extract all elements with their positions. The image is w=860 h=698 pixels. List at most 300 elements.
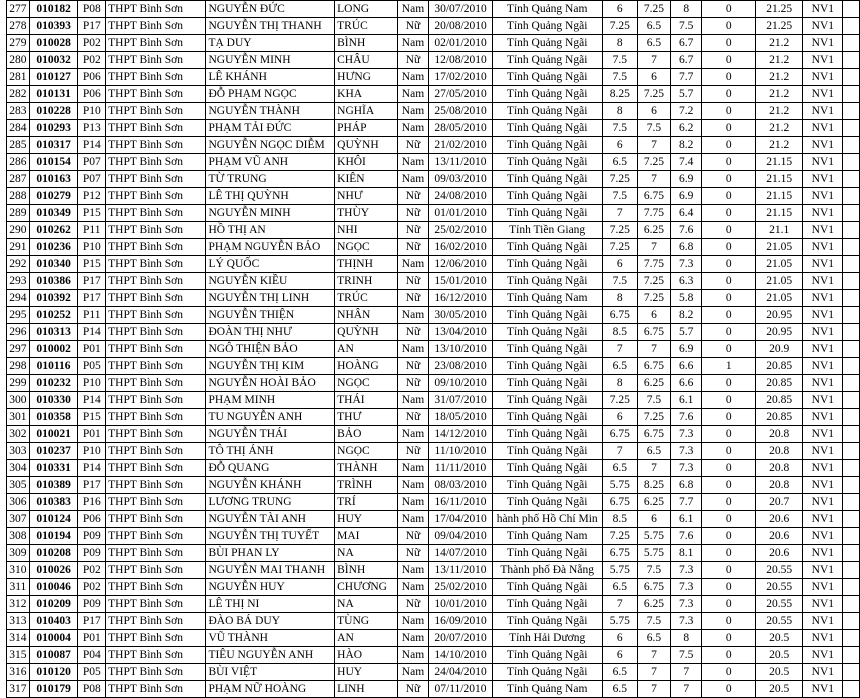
cell-exam-room: P06 bbox=[78, 86, 106, 103]
cell-score-2: 6.75 bbox=[637, 579, 670, 596]
cell-total-score: 21.2 bbox=[756, 86, 803, 103]
cell-score-1: 6.75 bbox=[602, 426, 637, 443]
cell-empty bbox=[843, 52, 860, 69]
cell-school: THPT Bình Sơn bbox=[106, 545, 206, 562]
cell-row-number: 315 bbox=[7, 647, 30, 664]
cell-score-3: 8.1 bbox=[671, 545, 702, 562]
cell-birth-date: 23/08/2010 bbox=[429, 358, 492, 375]
cell-wish: NV1 bbox=[803, 375, 843, 392]
cell-score-2: 7.25 bbox=[637, 290, 670, 307]
cell-birth-place: Tỉnh Tiền Giang bbox=[492, 222, 602, 239]
cell-row-number: 295 bbox=[7, 307, 30, 324]
cell-score-2: 6.5 bbox=[637, 18, 670, 35]
cell-score-1: 7.25 bbox=[602, 18, 637, 35]
cell-score-2: 8.25 bbox=[637, 477, 670, 494]
cell-row-number: 305 bbox=[7, 477, 30, 494]
cell-birth-date: 18/05/2010 bbox=[429, 409, 492, 426]
cell-exam-room: P16 bbox=[78, 494, 106, 511]
cell-total-score: 20.55 bbox=[756, 579, 803, 596]
cell-wish: NV1 bbox=[803, 358, 843, 375]
cell-score-3: 6.4 bbox=[671, 205, 702, 222]
cell-score-3: 5.7 bbox=[671, 324, 702, 341]
cell-surname-middle: NGUYỄN MAI THANH bbox=[206, 562, 335, 579]
cell-gender: Nữ bbox=[397, 188, 429, 205]
cell-score-1: 6.5 bbox=[602, 460, 637, 477]
cell-exam-room: P09 bbox=[78, 528, 106, 545]
cell-exam-room: P02 bbox=[78, 52, 106, 69]
cell-total-score: 20.55 bbox=[756, 596, 803, 613]
cell-birth-place: Tỉnh Quảng Ngãi bbox=[492, 426, 602, 443]
cell-birth-date: 09/04/2010 bbox=[429, 528, 492, 545]
cell-candidate-id: 010194 bbox=[29, 528, 78, 545]
cell-gender: Nam bbox=[397, 630, 429, 647]
cell-birth-date: 27/05/2010 bbox=[429, 86, 492, 103]
cell-given-name: AN bbox=[335, 341, 397, 358]
cell-birth-date: 25/02/2010 bbox=[429, 579, 492, 596]
cell-row-number: 292 bbox=[7, 256, 30, 273]
cell-candidate-id: 010046 bbox=[29, 579, 78, 596]
cell-given-name: QUỲNH bbox=[335, 137, 397, 154]
cell-total-score: 20.6 bbox=[756, 545, 803, 562]
cell-bonus-points: 0 bbox=[702, 664, 756, 681]
cell-school: THPT Bình Sơn bbox=[106, 426, 206, 443]
cell-wish: NV1 bbox=[803, 613, 843, 630]
table-row bbox=[7, 188, 860, 205]
cell-school: THPT Bình Sơn bbox=[106, 256, 206, 273]
cell-total-score: 20.8 bbox=[756, 443, 803, 460]
cell-surname-middle: ĐOÀN THỊ NHƯ bbox=[206, 324, 335, 341]
cell-wish: NV1 bbox=[803, 171, 843, 188]
cell-score-3: 7.3 bbox=[671, 256, 702, 273]
cell-candidate-id: 010252 bbox=[29, 307, 78, 324]
cell-gender: Nữ bbox=[397, 52, 429, 69]
cell-row-number: 278 bbox=[7, 18, 30, 35]
cell-school: THPT Bình Sơn bbox=[106, 630, 206, 647]
cell-score-2: 6.25 bbox=[637, 375, 670, 392]
cell-score-2: 7.5 bbox=[637, 120, 670, 137]
cell-exam-room: P02 bbox=[78, 35, 106, 52]
cell-school: THPT Bình Sơn bbox=[106, 460, 206, 477]
table-row bbox=[7, 579, 860, 596]
table-row bbox=[7, 664, 860, 681]
cell-exam-room: P02 bbox=[78, 562, 106, 579]
cell-birth-place: Thành phố Đà Nẵng bbox=[492, 562, 602, 579]
cell-row-number: 297 bbox=[7, 341, 30, 358]
cell-gender: Nam bbox=[397, 613, 429, 630]
cell-birth-place: Tỉnh Quảng Ngãi bbox=[492, 103, 602, 120]
table-row bbox=[7, 273, 860, 290]
cell-exam-room: P09 bbox=[78, 545, 106, 562]
table-row bbox=[7, 545, 860, 562]
cell-surname-middle: ĐÀO BÁ DUY bbox=[206, 613, 335, 630]
cell-school: THPT Bình Sơn bbox=[106, 647, 206, 664]
cell-birth-date: 13/10/2010 bbox=[429, 341, 492, 358]
cell-empty bbox=[843, 290, 860, 307]
cell-given-name: BÌNH bbox=[335, 35, 397, 52]
cell-birth-date: 02/01/2010 bbox=[429, 35, 492, 52]
cell-school: THPT Bình Sơn bbox=[106, 222, 206, 239]
cell-birth-place: Tỉnh Quảng Nam bbox=[492, 681, 602, 698]
cell-score-3: 7.3 bbox=[671, 613, 702, 630]
cell-surname-middle: NGUYỄN NGỌC DIỄM bbox=[206, 137, 335, 154]
cell-candidate-id: 010087 bbox=[29, 647, 78, 664]
cell-school: THPT Bình Sơn bbox=[106, 562, 206, 579]
table-row bbox=[7, 511, 860, 528]
cell-exam-room: P07 bbox=[78, 171, 106, 188]
cell-score-3: 6.3 bbox=[671, 273, 702, 290]
cell-score-1: 6.5 bbox=[602, 681, 637, 698]
cell-total-score: 21.25 bbox=[756, 1, 803, 18]
table-body bbox=[7, 1, 860, 698]
cell-gender: Nữ bbox=[397, 239, 429, 256]
cell-wish: NV1 bbox=[803, 460, 843, 477]
cell-empty bbox=[843, 256, 860, 273]
cell-given-name: LINH bbox=[335, 681, 397, 698]
cell-empty bbox=[843, 86, 860, 103]
cell-empty bbox=[843, 307, 860, 324]
cell-surname-middle: NGUYỄN HUY bbox=[206, 579, 335, 596]
table-row bbox=[7, 103, 860, 120]
cell-total-score: 20.9 bbox=[756, 341, 803, 358]
cell-score-2: 6.5 bbox=[637, 443, 670, 460]
cell-school: THPT Bình Sơn bbox=[106, 52, 206, 69]
cell-candidate-id: 010124 bbox=[29, 511, 78, 528]
cell-score-3: 7.3 bbox=[671, 579, 702, 596]
cell-score-1: 7 bbox=[602, 596, 637, 613]
cell-score-1: 8 bbox=[602, 35, 637, 52]
cell-birth-date: 14/07/2010 bbox=[429, 545, 492, 562]
cell-school: THPT Bình Sơn bbox=[106, 137, 206, 154]
table-row bbox=[7, 154, 860, 171]
cell-gender: Nữ bbox=[397, 681, 429, 698]
cell-surname-middle: HỒ THỊ AN bbox=[206, 222, 335, 239]
cell-exam-room: P17 bbox=[78, 18, 106, 35]
cell-school: THPT Bình Sơn bbox=[106, 596, 206, 613]
cell-score-1: 6.5 bbox=[602, 579, 637, 596]
table-row bbox=[7, 52, 860, 69]
cell-birth-date: 31/07/2010 bbox=[429, 392, 492, 409]
cell-total-score: 21.2 bbox=[756, 52, 803, 69]
cell-bonus-points: 0 bbox=[702, 35, 756, 52]
cell-gender: Nam bbox=[397, 171, 429, 188]
cell-school: THPT Bình Sơn bbox=[106, 579, 206, 596]
cell-school: THPT Bình Sơn bbox=[106, 528, 206, 545]
cell-score-3: 8.2 bbox=[671, 137, 702, 154]
cell-score-2: 7.5 bbox=[637, 613, 670, 630]
cell-exam-room: P08 bbox=[78, 1, 106, 18]
cell-wish: NV1 bbox=[803, 222, 843, 239]
cell-birth-place: Tỉnh Quảng Ngãi bbox=[492, 86, 602, 103]
cell-gender: Nam bbox=[397, 562, 429, 579]
cell-empty bbox=[843, 35, 860, 52]
cell-row-number: 302 bbox=[7, 426, 30, 443]
cell-school: THPT Bình Sơn bbox=[106, 1, 206, 18]
cell-wish: NV1 bbox=[803, 477, 843, 494]
cell-total-score: 20.7 bbox=[756, 494, 803, 511]
cell-birth-date: 17/04/2010 bbox=[429, 511, 492, 528]
cell-empty bbox=[843, 409, 860, 426]
cell-school: THPT Bình Sơn bbox=[106, 188, 206, 205]
cell-gender: Nữ bbox=[397, 358, 429, 375]
cell-score-2: 7.5 bbox=[637, 392, 670, 409]
cell-exam-room: P17 bbox=[78, 273, 106, 290]
table-row bbox=[7, 256, 860, 273]
cell-given-name: NHƯ bbox=[335, 188, 397, 205]
cell-score-2: 6.5 bbox=[637, 35, 670, 52]
cell-score-3: 6.7 bbox=[671, 52, 702, 69]
cell-empty bbox=[843, 137, 860, 154]
cell-exam-room: P10 bbox=[78, 375, 106, 392]
cell-school: THPT Bình Sơn bbox=[106, 290, 206, 307]
cell-row-number: 296 bbox=[7, 324, 30, 341]
cell-exam-room: P02 bbox=[78, 579, 106, 596]
cell-school: THPT Bình Sơn bbox=[106, 154, 206, 171]
table-row bbox=[7, 137, 860, 154]
cell-total-score: 20.55 bbox=[756, 613, 803, 630]
cell-birth-date: 21/02/2010 bbox=[429, 137, 492, 154]
cell-birth-place: Tỉnh Quảng Ngãi bbox=[492, 443, 602, 460]
cell-exam-room: P10 bbox=[78, 239, 106, 256]
cell-row-number: 304 bbox=[7, 460, 30, 477]
cell-birth-date: 11/10/2010 bbox=[429, 443, 492, 460]
cell-score-1: 6 bbox=[602, 137, 637, 154]
cell-total-score: 20.8 bbox=[756, 477, 803, 494]
cell-birth-place: Tỉnh Quảng Ngãi bbox=[492, 375, 602, 392]
cell-total-score: 21.2 bbox=[756, 120, 803, 137]
cell-total-score: 21.2 bbox=[756, 103, 803, 120]
cell-exam-room: P15 bbox=[78, 205, 106, 222]
cell-birth-place: Tỉnh Quảng Ngãi bbox=[492, 647, 602, 664]
cell-wish: NV1 bbox=[803, 341, 843, 358]
cell-surname-middle: NGUYỄN THỊ LINH bbox=[206, 290, 335, 307]
cell-exam-room: P14 bbox=[78, 137, 106, 154]
cell-surname-middle: LÊ KHÁNH bbox=[206, 69, 335, 86]
cell-total-score: 21.05 bbox=[756, 273, 803, 290]
cell-birth-place: Tỉnh Hải Dương bbox=[492, 630, 602, 647]
cell-school: THPT Bình Sơn bbox=[106, 18, 206, 35]
cell-exam-room: P06 bbox=[78, 511, 106, 528]
cell-given-name: NA bbox=[335, 545, 397, 562]
cell-empty bbox=[843, 664, 860, 681]
cell-exam-room: P07 bbox=[78, 154, 106, 171]
cell-score-3: 6.8 bbox=[671, 477, 702, 494]
cell-total-score: 20.85 bbox=[756, 375, 803, 392]
cell-score-3: 5.8 bbox=[671, 290, 702, 307]
cell-gender: Nữ bbox=[397, 273, 429, 290]
cell-given-name: TÙNG bbox=[335, 613, 397, 630]
cell-gender: Nam bbox=[397, 494, 429, 511]
cell-birth-date: 20/08/2010 bbox=[429, 18, 492, 35]
cell-gender: Nữ bbox=[397, 596, 429, 613]
cell-wish: NV1 bbox=[803, 545, 843, 562]
cell-given-name: CHƯƠNG bbox=[335, 579, 397, 596]
cell-birth-place: Tỉnh Quảng Nam bbox=[492, 528, 602, 545]
cell-exam-room: P10 bbox=[78, 443, 106, 460]
cell-bonus-points: 0 bbox=[702, 324, 756, 341]
cell-row-number: 314 bbox=[7, 630, 30, 647]
cell-score-2: 6.75 bbox=[637, 324, 670, 341]
cell-bonus-points: 0 bbox=[702, 69, 756, 86]
cell-candidate-id: 010349 bbox=[29, 205, 78, 222]
cell-score-2: 7 bbox=[637, 239, 670, 256]
cell-wish: NV1 bbox=[803, 324, 843, 341]
cell-bonus-points: 0 bbox=[702, 205, 756, 222]
cell-birth-place: Tỉnh Quảng Ngãi bbox=[492, 545, 602, 562]
cell-score-2: 7.75 bbox=[637, 205, 670, 222]
cell-bonus-points: 0 bbox=[702, 647, 756, 664]
table-row bbox=[7, 341, 860, 358]
table-row bbox=[7, 1, 860, 18]
cell-row-number: 277 bbox=[7, 1, 30, 18]
cell-given-name: NGHĨA bbox=[335, 103, 397, 120]
cell-given-name: KIÊN bbox=[335, 171, 397, 188]
cell-row-number: 309 bbox=[7, 545, 30, 562]
table-row bbox=[7, 35, 860, 52]
cell-wish: NV1 bbox=[803, 52, 843, 69]
cell-birth-place: Tỉnh Quảng Ngãi bbox=[492, 69, 602, 86]
cell-candidate-id: 010317 bbox=[29, 137, 78, 154]
cell-bonus-points: 0 bbox=[702, 307, 756, 324]
cell-exam-room: P01 bbox=[78, 426, 106, 443]
cell-score-2: 6.75 bbox=[637, 188, 670, 205]
cell-birth-place: Tỉnh Quảng Ngãi bbox=[492, 324, 602, 341]
cell-total-score: 21.05 bbox=[756, 239, 803, 256]
cell-total-score: 21.2 bbox=[756, 69, 803, 86]
cell-wish: NV1 bbox=[803, 103, 843, 120]
cell-wish: NV1 bbox=[803, 596, 843, 613]
cell-score-3: 7.3 bbox=[671, 460, 702, 477]
cell-gender: Nam bbox=[397, 341, 429, 358]
cell-score-2: 7 bbox=[637, 647, 670, 664]
table-row bbox=[7, 596, 860, 613]
cell-surname-middle: TU NGUYỄN ANH bbox=[206, 409, 335, 426]
cell-exam-room: P14 bbox=[78, 460, 106, 477]
cell-score-3: 7.7 bbox=[671, 494, 702, 511]
cell-gender: Nữ bbox=[397, 375, 429, 392]
cell-empty bbox=[843, 239, 860, 256]
cell-exam-room: P11 bbox=[78, 222, 106, 239]
cell-empty bbox=[843, 69, 860, 86]
cell-school: THPT Bình Sơn bbox=[106, 273, 206, 290]
cell-score-3: 6.6 bbox=[671, 375, 702, 392]
cell-candidate-id: 010032 bbox=[29, 52, 78, 69]
cell-wish: NV1 bbox=[803, 511, 843, 528]
cell-birth-date: 30/07/2010 bbox=[429, 1, 492, 18]
cell-birth-place: Tỉnh Quảng Ngãi bbox=[492, 494, 602, 511]
cell-birth-place: Tỉnh Quảng Ngãi bbox=[492, 341, 602, 358]
table-row bbox=[7, 222, 860, 239]
cell-candidate-id: 010330 bbox=[29, 392, 78, 409]
cell-candidate-id: 010358 bbox=[29, 409, 78, 426]
cell-row-number: 288 bbox=[7, 188, 30, 205]
cell-score-1: 7.25 bbox=[602, 222, 637, 239]
cell-total-score: 21.15 bbox=[756, 188, 803, 205]
cell-score-3: 7.6 bbox=[671, 409, 702, 426]
cell-given-name: THÙY bbox=[335, 205, 397, 222]
cell-score-2: 7 bbox=[637, 681, 670, 698]
table-row bbox=[7, 613, 860, 630]
cell-wish: NV1 bbox=[803, 664, 843, 681]
cell-given-name: BÌNH bbox=[335, 562, 397, 579]
cell-empty bbox=[843, 392, 860, 409]
table-row bbox=[7, 409, 860, 426]
cell-score-1: 7.25 bbox=[602, 171, 637, 188]
cell-birth-place: Tỉnh Quảng Ngãi bbox=[492, 596, 602, 613]
cell-bonus-points: 0 bbox=[702, 511, 756, 528]
cell-empty bbox=[843, 681, 860, 698]
cell-gender: Nam bbox=[397, 256, 429, 273]
cell-exam-room: P15 bbox=[78, 256, 106, 273]
cell-score-3: 7.6 bbox=[671, 222, 702, 239]
cell-birth-date: 17/02/2010 bbox=[429, 69, 492, 86]
table-row bbox=[7, 171, 860, 188]
cell-school: THPT Bình Sơn bbox=[106, 443, 206, 460]
cell-candidate-id: 010131 bbox=[29, 86, 78, 103]
cell-row-number: 307 bbox=[7, 511, 30, 528]
cell-birth-date: 12/06/2010 bbox=[429, 256, 492, 273]
cell-bonus-points: 0 bbox=[702, 460, 756, 477]
cell-birth-place: Tỉnh Quảng Ngãi bbox=[492, 460, 602, 477]
cell-score-1: 7.5 bbox=[602, 273, 637, 290]
cell-row-number: 290 bbox=[7, 222, 30, 239]
cell-school: THPT Bình Sơn bbox=[106, 86, 206, 103]
cell-bonus-points: 0 bbox=[702, 18, 756, 35]
cell-score-3: 8 bbox=[671, 1, 702, 18]
cell-school: THPT Bình Sơn bbox=[106, 69, 206, 86]
cell-bonus-points: 0 bbox=[702, 613, 756, 630]
cell-birth-place: Tỉnh Quảng Ngãi bbox=[492, 205, 602, 222]
cell-birth-date: 08/03/2010 bbox=[429, 477, 492, 494]
cell-birth-date: 09/10/2010 bbox=[429, 375, 492, 392]
table-row bbox=[7, 358, 860, 375]
cell-wish: NV1 bbox=[803, 18, 843, 35]
cell-score-3: 7 bbox=[671, 664, 702, 681]
cell-score-1: 8 bbox=[602, 290, 637, 307]
cell-score-2: 7 bbox=[637, 460, 670, 477]
cell-birth-place: Tỉnh Quảng Ngãi bbox=[492, 613, 602, 630]
cell-empty bbox=[843, 579, 860, 596]
cell-gender: Nam bbox=[397, 69, 429, 86]
cell-score-2: 7 bbox=[637, 341, 670, 358]
cell-total-score: 20.8 bbox=[756, 426, 803, 443]
cell-given-name: KHÔI bbox=[335, 154, 397, 171]
cell-gender: Nữ bbox=[397, 222, 429, 239]
cell-birth-date: 20/07/2010 bbox=[429, 630, 492, 647]
cell-gender: Nữ bbox=[397, 18, 429, 35]
table-row bbox=[7, 528, 860, 545]
cell-score-2: 7 bbox=[637, 52, 670, 69]
cell-school: THPT Bình Sơn bbox=[106, 358, 206, 375]
cell-birth-date: 16/11/2010 bbox=[429, 494, 492, 511]
cell-wish: NV1 bbox=[803, 681, 843, 698]
cell-wish: NV1 bbox=[803, 409, 843, 426]
cell-score-3: 7.7 bbox=[671, 69, 702, 86]
cell-total-score: 21.2 bbox=[756, 137, 803, 154]
cell-empty bbox=[843, 494, 860, 511]
cell-score-1: 7.5 bbox=[602, 120, 637, 137]
cell-surname-middle: NGUYỄN THỊ TUYẾT bbox=[206, 528, 335, 545]
cell-gender: Nam bbox=[397, 664, 429, 681]
table-row bbox=[7, 392, 860, 409]
cell-score-3: 8.2 bbox=[671, 307, 702, 324]
cell-exam-room: P15 bbox=[78, 409, 106, 426]
cell-school: THPT Bình Sơn bbox=[106, 664, 206, 681]
cell-exam-room: P09 bbox=[78, 596, 106, 613]
cell-total-score: 21.2 bbox=[756, 35, 803, 52]
cell-given-name: TRÚC bbox=[335, 18, 397, 35]
cell-birth-date: 12/08/2010 bbox=[429, 52, 492, 69]
cell-score-1: 7 bbox=[602, 205, 637, 222]
